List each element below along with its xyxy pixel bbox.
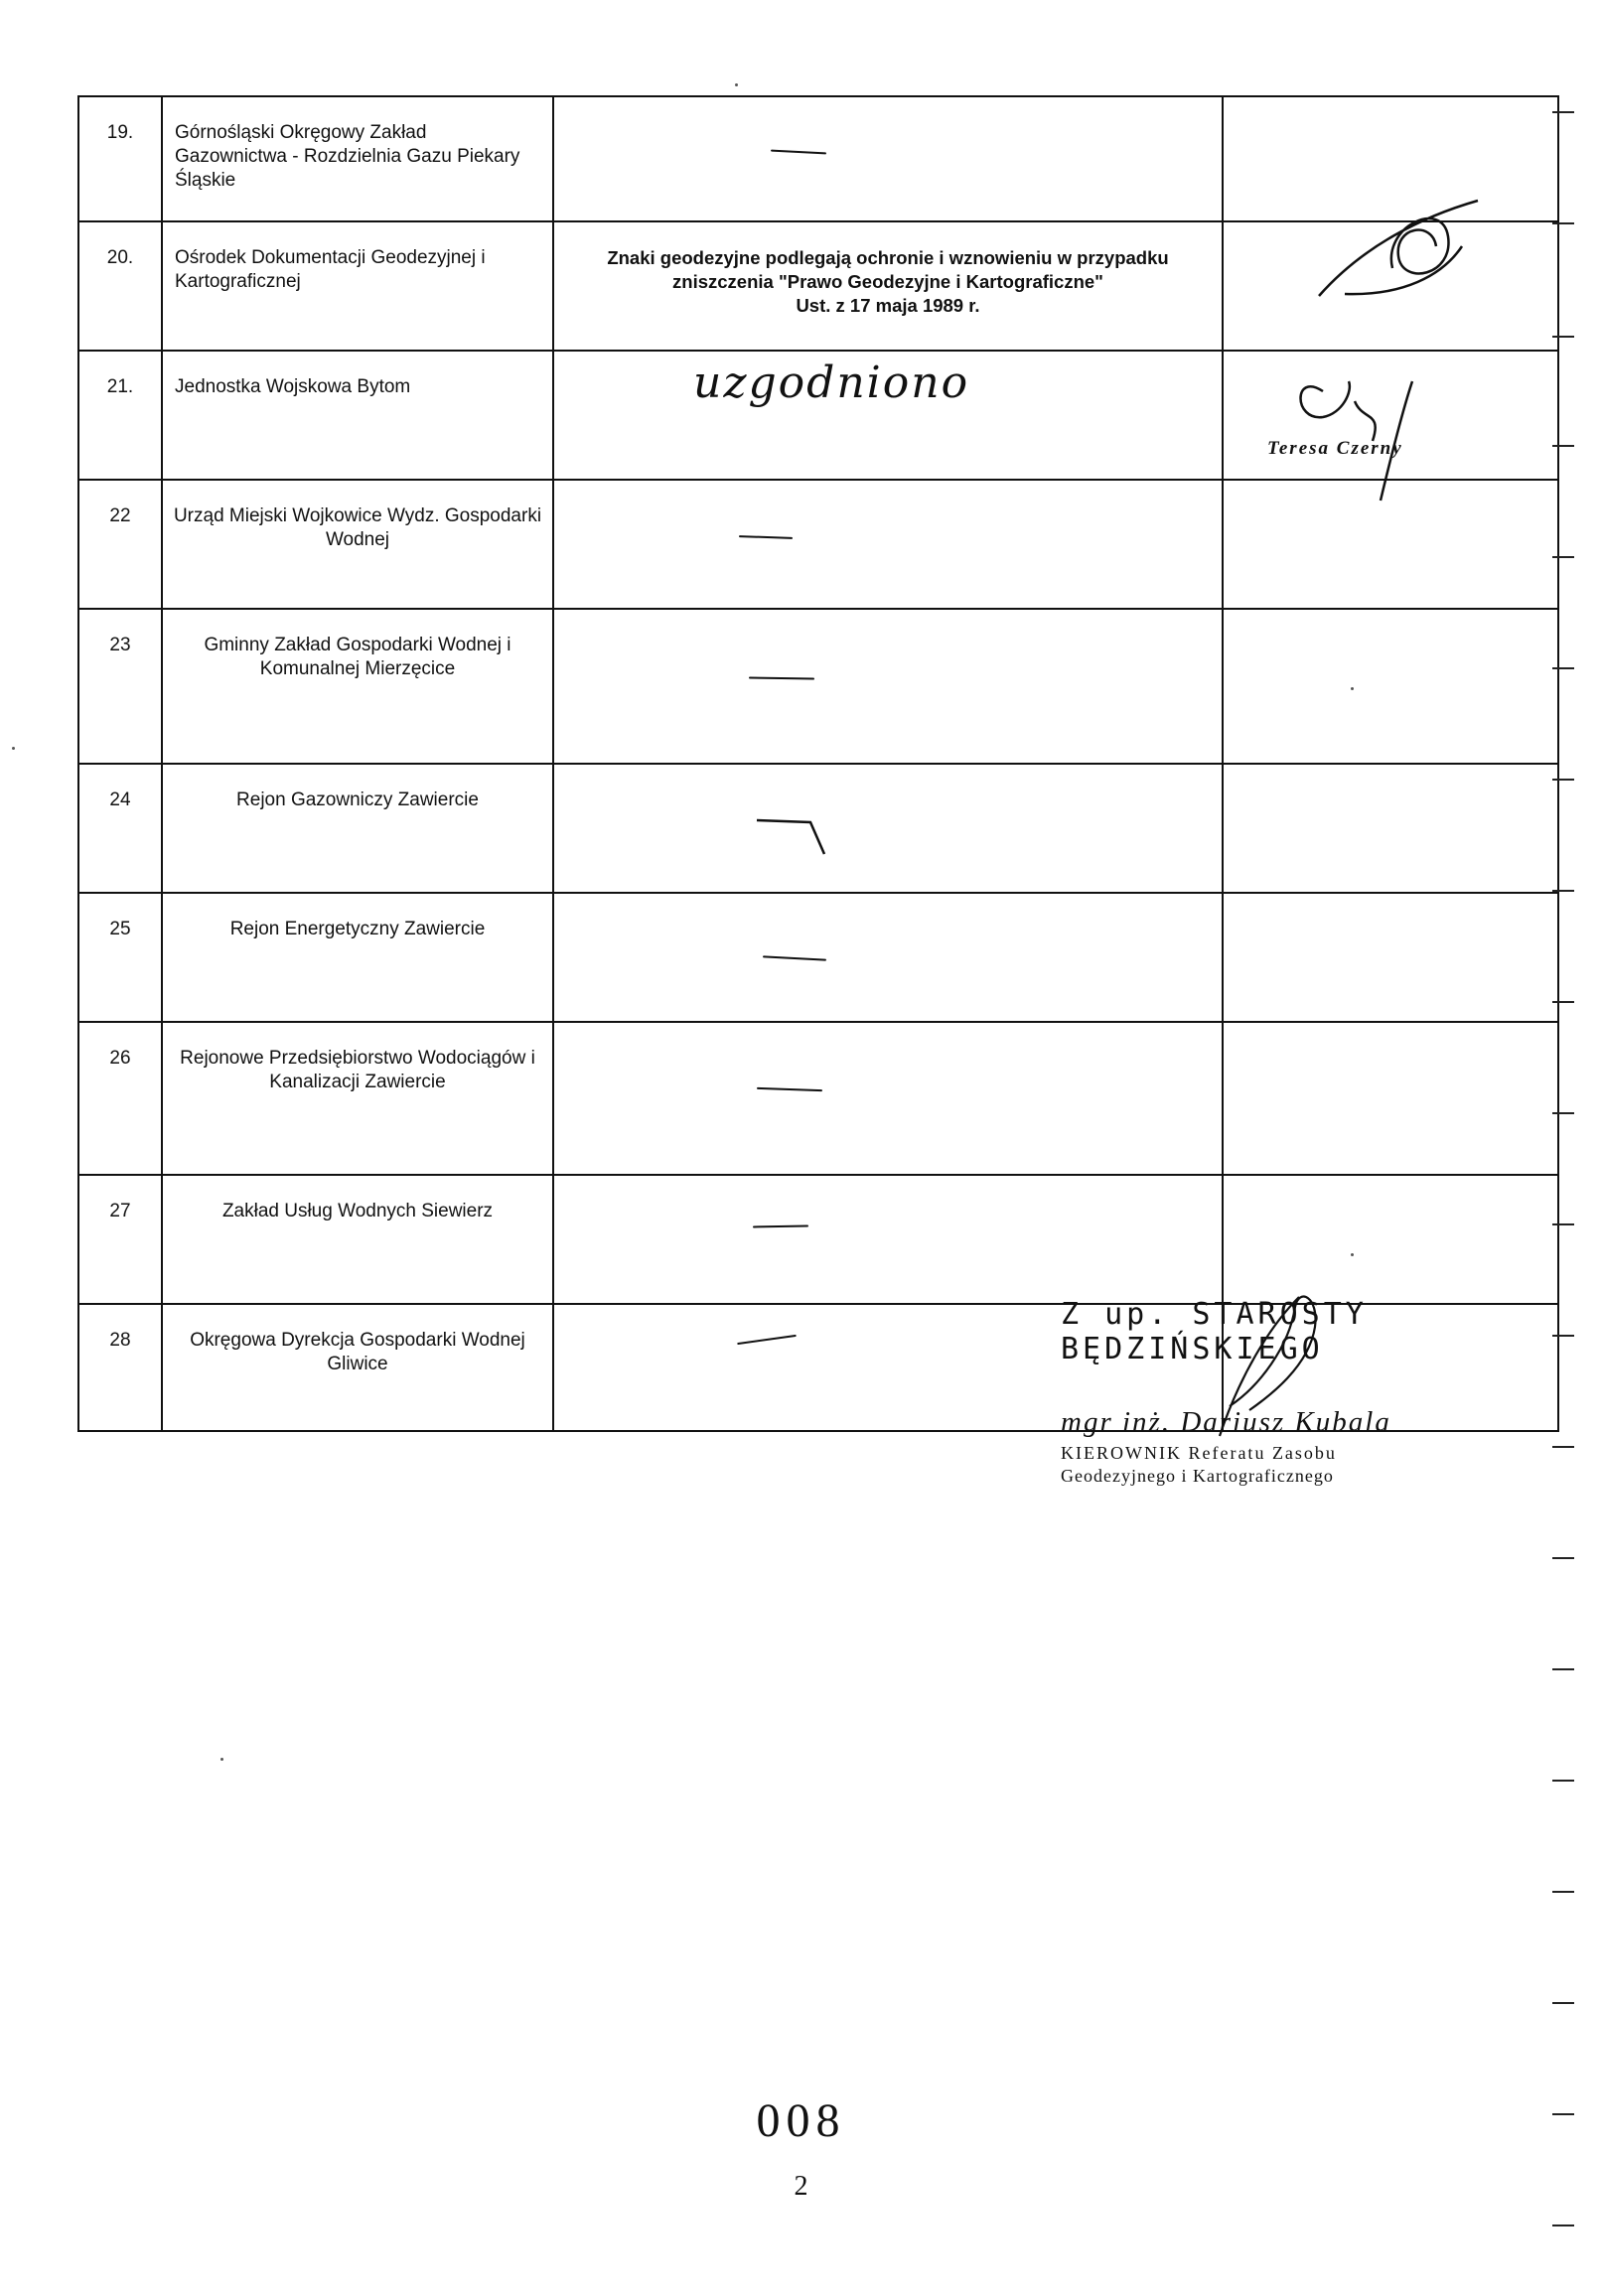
signature-cell — [1223, 221, 1558, 351]
institution-name: Gminny Zakład Gospodarki Wodnej i Komunalnej Mierzęcice — [162, 609, 553, 764]
row-number: 28 — [78, 1304, 162, 1431]
scan-margin-mark — [1552, 1223, 1574, 1225]
page-number: 2 — [794, 2171, 808, 2202]
dash-mark — [753, 1225, 808, 1228]
table-row — [78, 1022, 1558, 1175]
opinion-cell — [553, 221, 1223, 351]
row-number: 20. — [78, 221, 162, 351]
dash-mark — [739, 535, 793, 539]
table-row — [78, 480, 1558, 609]
scan-margin-mark — [1552, 2002, 1574, 2004]
geodetic-note-law: Ust. z 17 maja 1989 r. — [796, 295, 980, 316]
opinion-cell — [553, 893, 1223, 1022]
scan-margin-mark — [1552, 1446, 1574, 1448]
opinion-cell — [553, 764, 1223, 893]
institution-name: Ośrodek Dokumentacji Geodezyjnej i Kartograficznej — [162, 221, 553, 351]
stamp-line-title: KIEROWNIK Referatu Zasobu — [1061, 1443, 1337, 1463]
scan-margin-mark — [1552, 1112, 1574, 1114]
opinion-cell — [553, 480, 1223, 609]
signature-cell — [1223, 609, 1558, 764]
table-row — [78, 764, 1558, 893]
row-number: 26 — [78, 1022, 162, 1175]
stamp-signature — [1120, 1287, 1418, 1446]
row-number: 22 — [78, 480, 162, 609]
opinion-cell — [553, 609, 1223, 764]
scan-margin-mark — [1552, 1557, 1574, 1559]
scan-margin-mark — [1552, 1668, 1574, 1670]
scan-margin-mark — [1552, 2224, 1574, 2226]
row-number: 27 — [78, 1175, 162, 1304]
opinion-cell — [553, 1022, 1223, 1175]
institution-name: Rejon Gazowniczy Zawiercie — [162, 764, 553, 893]
row-number: 21. — [78, 351, 162, 480]
table-row — [78, 351, 1558, 480]
institution-name: Rejon Energetyczny Zawiercie — [162, 893, 553, 1022]
scan-margin-mark — [1552, 336, 1574, 338]
opinion-cell — [553, 351, 1223, 480]
signature-cell — [1223, 480, 1558, 609]
scan-margin-mark — [1552, 779, 1574, 781]
signature-cell — [1223, 764, 1558, 893]
scan-margin-mark — [1552, 667, 1574, 669]
scan-speck — [735, 83, 738, 86]
signature-scribble — [1224, 352, 1551, 501]
scan-margin-mark — [1552, 1891, 1574, 1893]
row-number: 25 — [78, 893, 162, 1022]
scan-margin-mark — [1552, 556, 1574, 558]
signature-scribble — [1224, 207, 1551, 316]
scan-margin-mark — [1552, 2113, 1574, 2115]
signature-cell — [1223, 351, 1558, 480]
stamp-line-department: Geodezyjnego i Kartograficznego — [1061, 1466, 1334, 1486]
page-code: 008 — [756, 2094, 846, 2147]
scan-margin-mark — [1552, 890, 1574, 892]
row-number: 23 — [78, 609, 162, 764]
table-row — [78, 96, 1558, 221]
row-number: 24 — [78, 764, 162, 893]
institution-name: Zakład Usług Wodnych Siewierz — [162, 1175, 553, 1304]
scan-margin-mark — [1552, 445, 1574, 447]
scan-speck — [1351, 687, 1354, 690]
scan-speck — [220, 1758, 223, 1761]
stamp-line-name: mgr inż. Dariusz Kubala — [1061, 1406, 1391, 1438]
dash-mark — [771, 150, 826, 155]
scan-margin-mark — [1552, 111, 1574, 113]
table-row — [78, 1175, 1558, 1304]
scan-speck — [1351, 1253, 1354, 1256]
row-number: 19. — [78, 96, 162, 221]
dash-mark — [749, 676, 814, 679]
dash-mark — [757, 1087, 822, 1091]
geodetic-note: Znaki geodezyjne podlegają ochronie i wznowieniu w przypadku zniszczenia "Prawo Geodezyjne i Kartograficzne" — [607, 247, 1169, 292]
institutions-table — [77, 95, 1559, 1432]
institution-name: Górnośląski Okręgowy Zakład Gazownictwa - Rozdzielnia Gazu Piekary Śląskie — [162, 96, 553, 221]
signature-cell — [1223, 1175, 1558, 1304]
signature-cell — [1223, 96, 1558, 221]
official-stamp — [1061, 1297, 1418, 1487]
scan-margin-mark — [1552, 1001, 1574, 1003]
scan-margin-mark — [1552, 1335, 1574, 1337]
scan-margin-mark — [1552, 222, 1574, 224]
scan-speck — [12, 747, 15, 750]
institution-name: Rejonowe Przedsiębiorstwo Wodociągów i Kanalizacji Zawiercie — [162, 1022, 553, 1175]
dash-mark — [753, 804, 872, 864]
institution-name: Urząd Miejski Wojkowice Wydz. Gospodarki Wodnej — [162, 480, 553, 609]
opinion-cell — [553, 96, 1223, 221]
scan-margin-mark — [1552, 1780, 1574, 1782]
opinion-cell — [553, 1175, 1223, 1304]
signature-cell — [1223, 1022, 1558, 1175]
table-row — [78, 609, 1558, 764]
signature-cell — [1223, 893, 1558, 1022]
institution-name: Okręgowa Dyrekcja Gospodarki Wodnej Gliwice — [162, 1304, 553, 1431]
handwritten-approval: uzgodniono — [693, 358, 970, 408]
dash-mark — [737, 1335, 797, 1345]
signature-name: Teresa Czerny — [1267, 438, 1403, 459]
dash-mark — [763, 955, 826, 960]
table-row — [78, 893, 1558, 1022]
table-row — [78, 221, 1558, 351]
institution-name: Jednostka Wojskowa Bytom — [162, 351, 553, 480]
stamp-line-authority: Z up. STAROSTY BĘDZIŃSKIEGO — [1061, 1297, 1368, 1366]
